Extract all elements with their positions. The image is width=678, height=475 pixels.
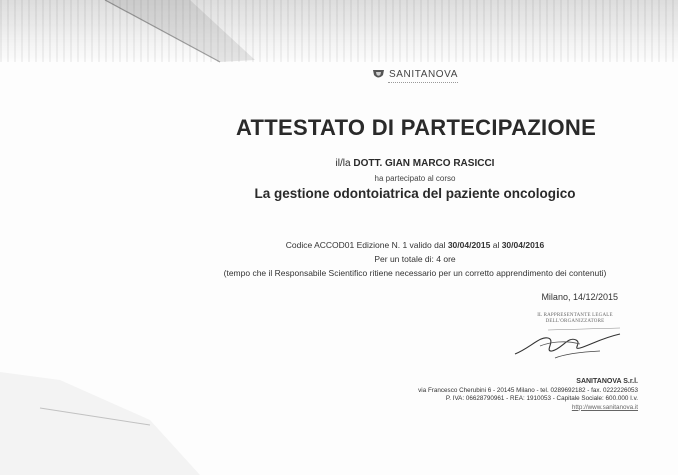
sanitanova-logo	[372, 69, 458, 80]
company-name: SANITANOVA S.r.l.	[576, 378, 638, 385]
course-code-line	[160, 240, 670, 250]
recipient-name: DOTT. GIAN MARCO RASICCI	[353, 158, 495, 169]
hours-note: (tempo che il Responsabile Scientifico ritiene necessario per un corretto apprendimento dei contenuti)	[223, 268, 607, 278]
sanitanova-shield-icon	[372, 69, 385, 80]
place-and-date: Milano, 14/12/2015	[541, 292, 618, 302]
course-title: La gestione odontoiatrica del paziente oncologico	[254, 186, 576, 201]
total-hours: Per un totale di: 4 ore	[374, 254, 456, 264]
certificate-title: ATTESTATO DI PARTECIPAZIONE	[235, 115, 597, 140]
company-website-link[interactable]: http://www.sanitanova.it	[571, 403, 638, 411]
company-footer	[418, 378, 638, 412]
valid-from-date: 30/04/2015	[447, 240, 491, 250]
recipient-line	[160, 158, 670, 169]
company-fiscal-info: P. IVA: 06628790961 - REA: 1910053 - Capitale Sociale: 600.000 I.v.	[445, 395, 638, 402]
course-code-prefix: Codice ACCOD01 Edizione N. 1 valido dal	[285, 240, 448, 250]
valid-to-date: 30/04/2016	[501, 240, 545, 250]
company-address: via Francesco Cherubini 6 - 20145 Milano - tel. 0289692182 - fax. 0222226053	[418, 386, 638, 394]
stamp-line-2: DELL'ORGANIZZATORE	[545, 319, 605, 324]
recipient-prefix: il/la	[335, 158, 354, 169]
valid-between-text: al	[490, 240, 502, 250]
stamp-line-1: IL RAPPRESENTANTE LEGALE	[537, 313, 613, 318]
logo-tagline-line	[388, 82, 458, 86]
attended-text: ha partecipato al corso	[374, 174, 456, 183]
logo-text: SANITANOVA	[389, 69, 458, 80]
handwritten-signature	[510, 318, 630, 363]
